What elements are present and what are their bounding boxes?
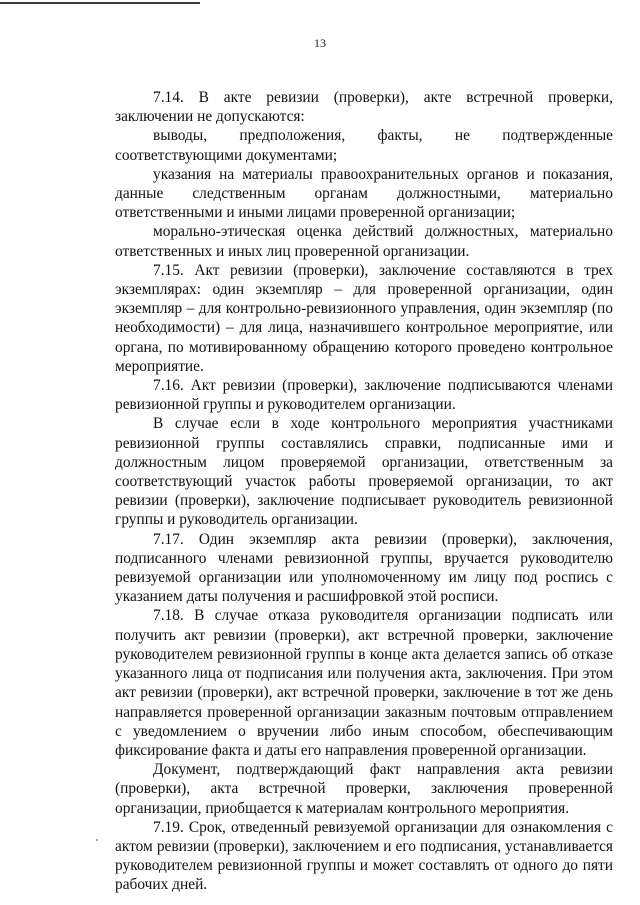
margin-mark <box>96 839 98 841</box>
top-rule <box>0 2 200 4</box>
paragraph-7-18: 7.18. В случае отказа руководителя организации подписать или получить акт ревизии (проверки), акт встречной проверки, заключение руководителем ревизионной группы в конце акта делается запись об отказе указанного лица от подписания или получения акта, заключения. При этом акт ревизии (проверки), акт встречной проверки, заключение в тот же день направляется проверенной организации заказным почтовым отправлением с уведомлением о вручении либо иным способом, обеспечивающим фиксирование факта и даты его направления проверенной организации. <box>115 607 613 759</box>
paragraph-7-14: 7.14. В акте ревизии (проверки), акте встречной проверки, заключении не допускаются: <box>115 89 613 126</box>
paragraph-7-19: 7.19. Срок, отведенный ревизуемой организации для ознакомления с актом ревизии (проверки), заключением и его подписания, устанавливается руководителем ревизионной группы и может составлять от одного до пяти рабочих дней. <box>115 818 613 894</box>
paragraph-7-15: 7.15. Акт ревизии (проверки), заключение составляются в трех экземплярах: один экземпляр – для проверенной организации, один экземпляр – для контрольно-ревизионного управления, один экземпляр (по необходимости) – для лица, назначившего контрольное мероприятие, или органа, по мотивированному обращению которого проведено контрольное мероприятие. <box>115 261 613 375</box>
paragraph-7-16: 7.16. Акт ревизии (проверки), заключение подписываются членами ревизионной группы и руководителем организации. <box>115 377 613 414</box>
paragraph-7-14-item-3: морально-этическая оценка действий должностных, материально ответственных и иных лиц проверенной организации. <box>115 223 613 260</box>
document-body <box>115 88 613 895</box>
paragraph-7-14-item-2: указания на материалы правоохранительных органов и показания, данные следственным органам должностными, материально ответственными и иными лицами проверенной организации; <box>115 165 613 222</box>
paragraph-7-18-continued: Документ, подтверждающий факт направления акта ревизии (проверки), акта встречной проверки, заключения проверенной организации, приобщается к материалам контрольного мероприятия. <box>115 761 613 817</box>
paragraph-7-14-item-1: выводы, предположения, факты, не подтвержденные соответствующими документами; <box>115 127 613 164</box>
paragraph-7-16-continued: В случае если в ходе контрольного мероприятия участниками ревизионной группы составлялись справки, подписанные ими и должностным лицом проверяемой организации, ответственным за соответствующий участок работы проверяемой организации, то акт ревизии (проверки), заключение подписывает руководитель ревизионной группы и руководитель организации. <box>115 415 613 529</box>
page-number: 13 <box>314 36 326 50</box>
paragraph-7-17: 7.17. Один экземпляр акта ревизии (проверки), заключения, подписанного членами ревизионной группы, вручается руководителю ревизуемой организации или уполномоченному им лицу под роспись с указанием даты получения и расшифровкой этой росписи. <box>115 530 613 606</box>
